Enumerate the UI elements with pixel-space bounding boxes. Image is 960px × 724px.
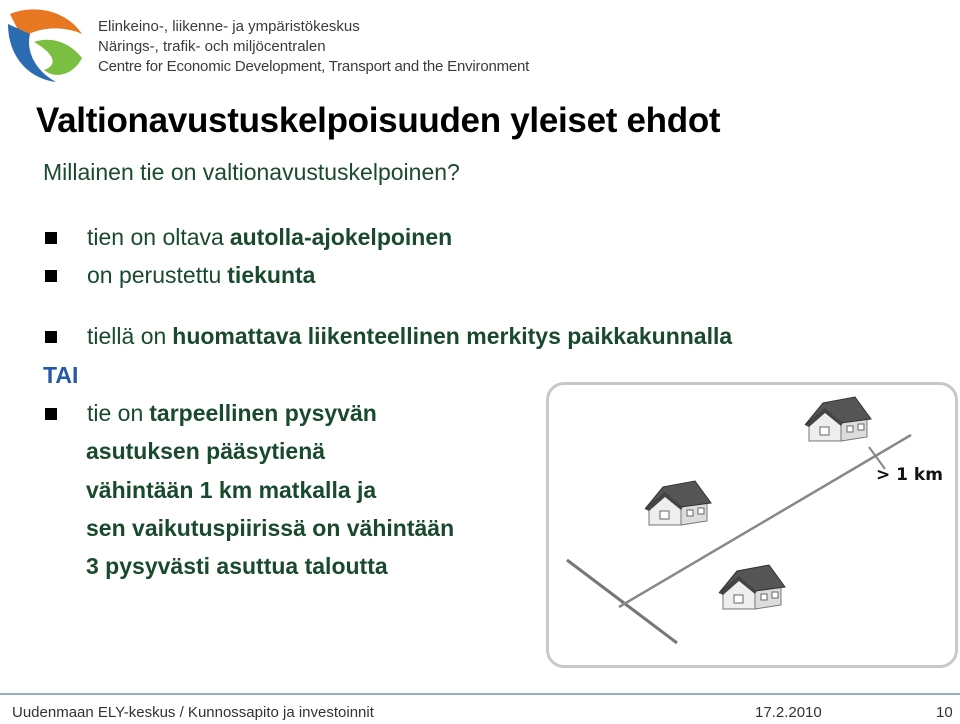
bullet-emphasis: tiekunta xyxy=(227,262,316,288)
bullet-text: tie on xyxy=(87,400,144,426)
square-bullet-icon xyxy=(45,270,57,282)
road-diagram-drawing xyxy=(549,385,955,665)
bullet-continuation-line: sen vaikutuspiirissä on vähintään xyxy=(86,515,455,541)
org-name-sv: Närings-, trafik- och miljöcentralen xyxy=(98,38,326,55)
main-road xyxy=(567,560,677,643)
bullet-text: tien on oltava xyxy=(87,224,224,250)
organization-names xyxy=(98,17,529,77)
slide-subtitle: Millainen tie on valtionavustuskelpoinen? xyxy=(43,159,460,185)
org-name-fi: Elinkeino-, liikenne- ja ympäristökeskus xyxy=(98,18,360,35)
bullet-text: tiellä on xyxy=(87,323,167,349)
footer-organization: Uudenmaan ELY-keskus / Kunnossapito ja investoinnit xyxy=(12,704,374,721)
bullet-continuation-line: asutuksen pääsytienä xyxy=(86,438,326,464)
house-icon xyxy=(805,397,871,441)
road-diagram xyxy=(546,382,958,668)
org-name-en: Centre for Economic Development, Transport and the Environment xyxy=(98,58,530,75)
page-number: 10 xyxy=(936,704,953,721)
house-icon xyxy=(645,481,711,525)
bullet-emphasis: huomattava liikenteellinen merkitys paikkakunnalla xyxy=(172,323,733,349)
square-bullet-icon xyxy=(45,408,57,420)
footer-divider xyxy=(0,693,960,695)
bullet-item xyxy=(43,224,452,251)
house-icon xyxy=(719,565,785,609)
ely-logo xyxy=(4,4,86,84)
bullet-item xyxy=(43,262,315,289)
bullet-emphasis: autolla-ajokelpoinen xyxy=(229,224,453,250)
distance-label: > 1 km xyxy=(876,465,943,485)
square-bullet-icon xyxy=(45,331,57,343)
footer-date: 17.2.2010 xyxy=(755,704,822,721)
logo-green-leaf xyxy=(34,40,82,75)
bullet-text: on perustettu xyxy=(87,262,222,288)
bullet-emphasis: tarpeellinen pysyvän xyxy=(149,400,377,426)
bullet-continuation-line: vähintään 1 km matkalla ja xyxy=(86,477,377,503)
square-bullet-icon xyxy=(45,232,57,244)
bullet-continuation-line: 3 pysyvästi asuttua taloutta xyxy=(86,553,388,579)
bullet-item xyxy=(43,400,377,427)
bullet-item xyxy=(43,323,732,350)
slide-title: Valtionavustuskelpoisuuden yleiset ehdot xyxy=(36,101,721,140)
or-label: TAI xyxy=(43,362,79,388)
